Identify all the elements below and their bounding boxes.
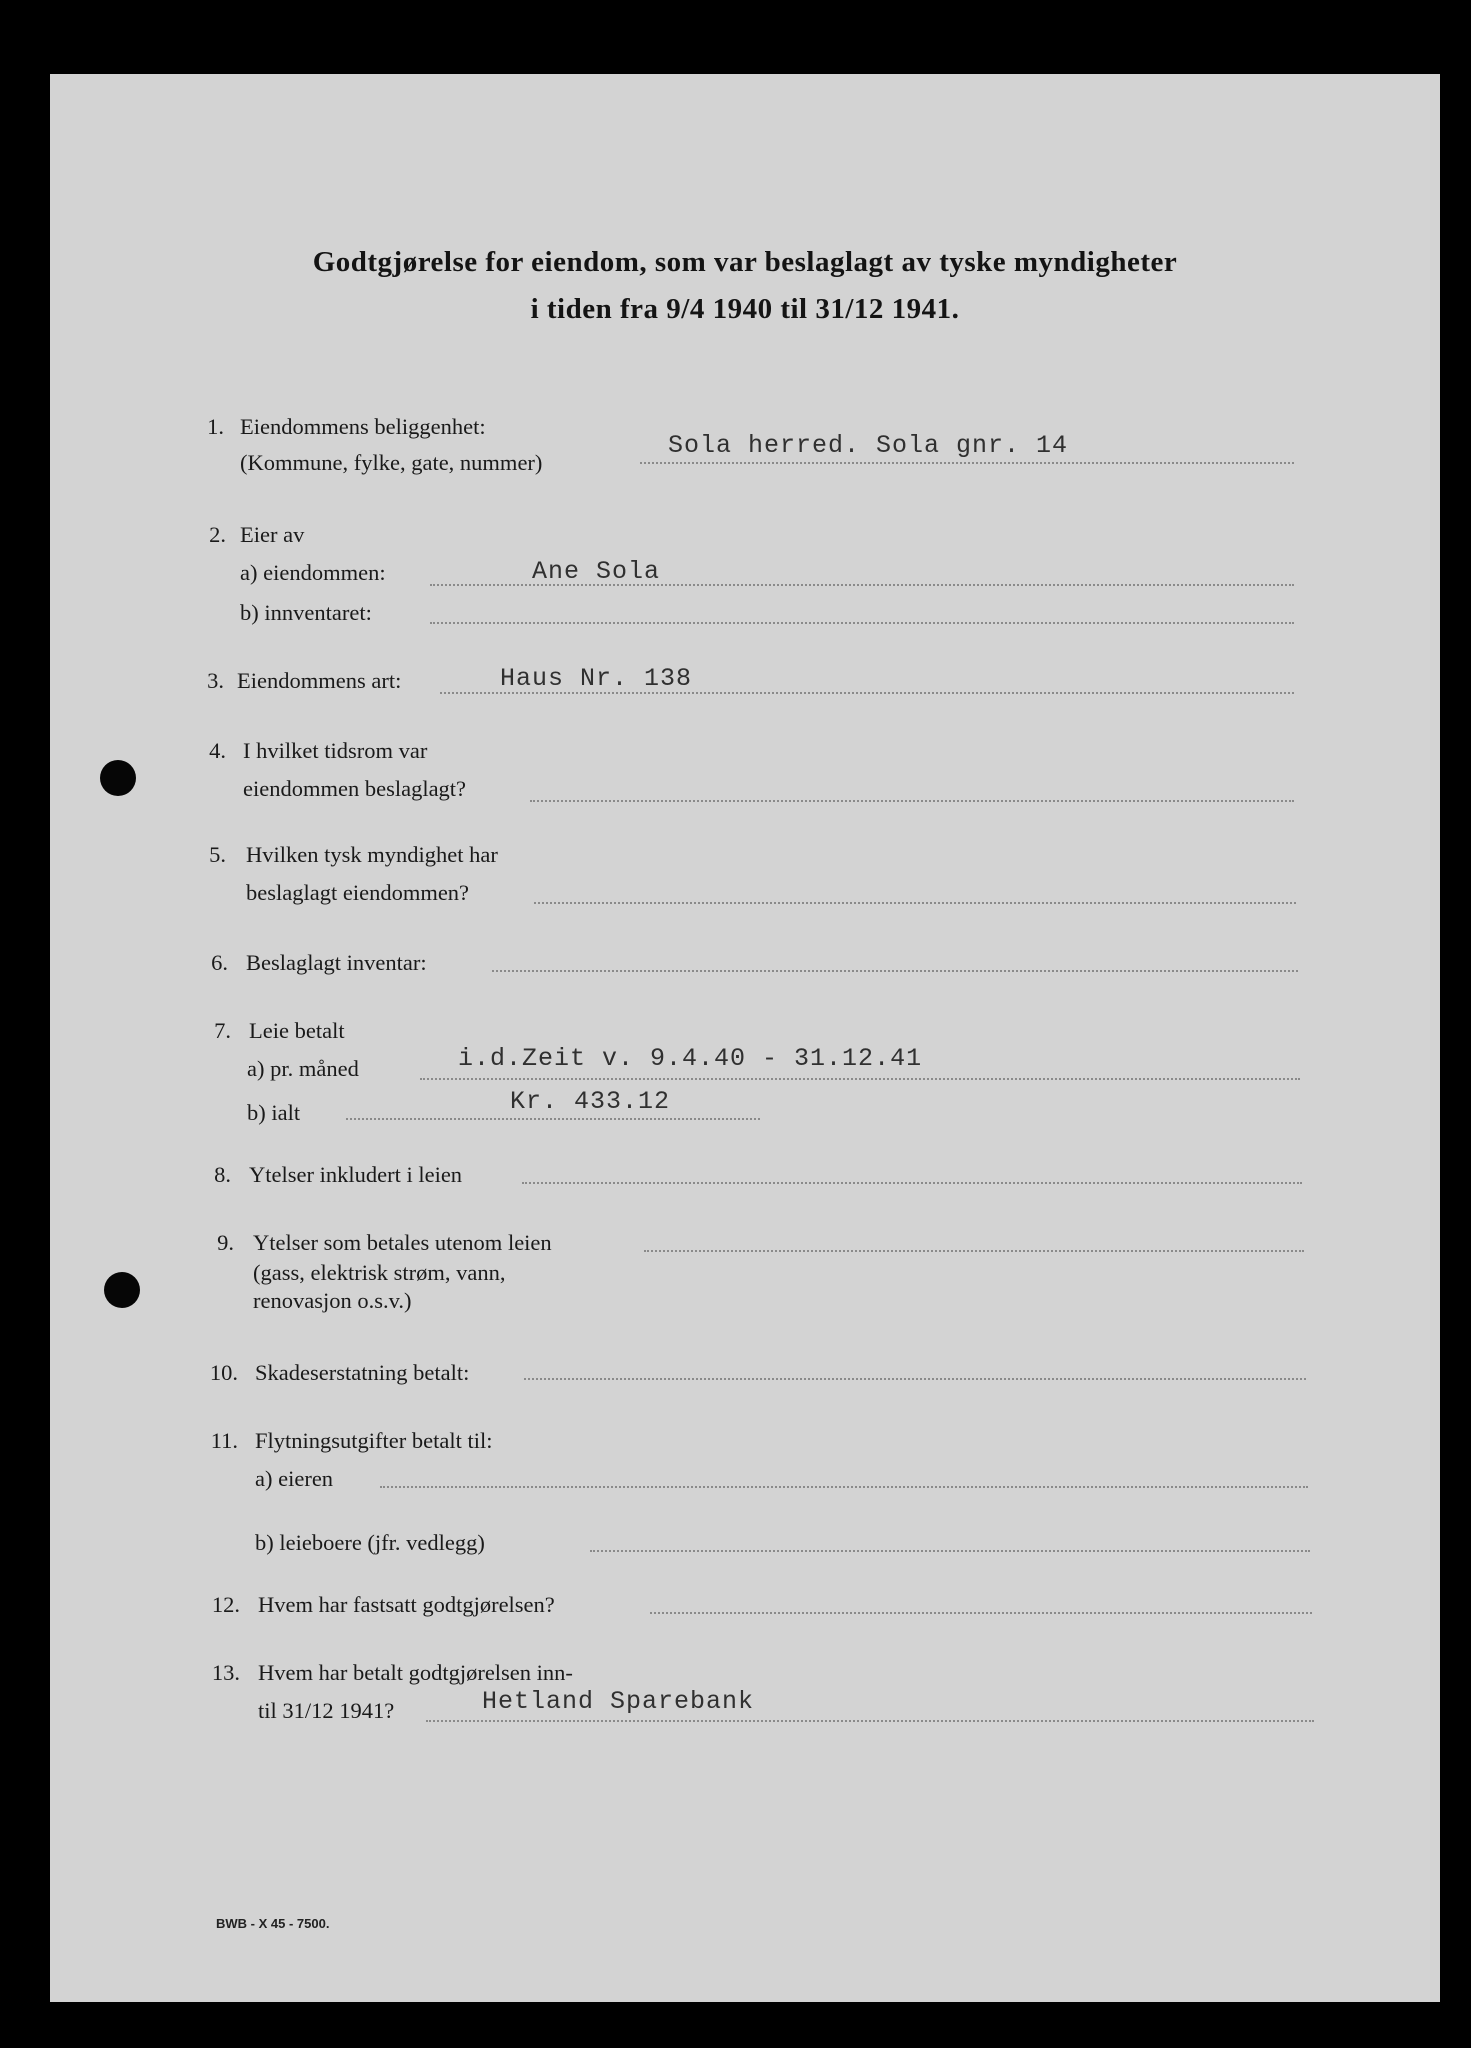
item-3-label: Eiendommens art: — [237, 668, 402, 693]
item-8-line — [522, 1182, 1302, 1184]
item-13-value: Hetland Sparebank — [482, 1687, 755, 1716]
item-9-sublabel: (gass, elektrisk strøm, vann, — [253, 1260, 506, 1285]
item-number: 13. — [211, 1660, 240, 1685]
item-5-label: Hvilken tysk myndighet har — [246, 842, 498, 867]
item-2a-value: Ane Sola — [532, 557, 661, 586]
punch-hole — [104, 1272, 140, 1308]
item-9-line — [644, 1250, 1304, 1252]
item-12-label: Hvem har fastsatt godtgjørelsen? — [258, 1592, 555, 1617]
punch-hole — [100, 760, 136, 796]
item-7a-line — [420, 1078, 1300, 1080]
item-11a-label: a) eieren — [255, 1466, 334, 1491]
item-10-line — [524, 1378, 1306, 1380]
item-5-sublabel: beslaglagt eiendommen? — [246, 880, 470, 905]
item-7b-label: b) ialt — [247, 1100, 301, 1125]
item-7b-line — [346, 1118, 760, 1120]
item-7a-value: i.d.Zeit v. 9.4.40 - 31.12.41 — [458, 1044, 923, 1073]
item-number: 8. — [214, 1162, 231, 1187]
item-number: 5. — [209, 842, 226, 867]
item-7-label: Leie betalt — [249, 1018, 345, 1043]
form-sheet — [50, 74, 1440, 2002]
item-4-sublabel: eiendommen beslaglagt? — [243, 776, 467, 801]
item-8-label: Ytelser inkludert i leien — [249, 1162, 463, 1187]
item-2b-line — [430, 622, 1294, 624]
item-11b-line — [590, 1550, 1310, 1552]
item-6-label: Beslaglagt inventar: — [246, 950, 427, 975]
item-9-sublabel: renovasjon o.s.v.) — [253, 1288, 412, 1313]
item-10-label: Skadeserstatning betalt: — [255, 1360, 470, 1385]
form-title — [50, 239, 1440, 333]
item-2b-label: b) innventaret: — [240, 600, 372, 625]
item-number: 11. — [210, 1428, 238, 1453]
item-4-label: I hvilket tidsrom var — [243, 738, 428, 763]
item-11-label: Flytningsutgifter betalt til: — [255, 1428, 493, 1453]
item-13-label: Hvem har betalt godtgjørelsen inn- — [258, 1660, 573, 1685]
item-3-value: Haus Nr. 138 — [500, 664, 693, 693]
item-5-line — [534, 902, 1296, 904]
item-6-line — [492, 970, 1298, 972]
item-1-sublabel: (Kommune, fylke, gate, nummer) — [240, 450, 543, 475]
title-line-1: Godtgjørelse for eiendom, som var beslaglagt av tyske myndigheter — [312, 246, 1178, 278]
item-13-line — [426, 1720, 1314, 1722]
item-number: 2. — [209, 522, 226, 547]
item-number: 12. — [211, 1592, 240, 1617]
item-number: 9. — [217, 1230, 234, 1255]
item-number: 6. — [211, 950, 228, 975]
item-1-line — [640, 462, 1294, 464]
print-code: BWB - X 45 - 7500. — [216, 1916, 330, 1931]
item-9-label: Ytelser som betales utenom leien — [253, 1230, 552, 1255]
item-2-label: Eier av — [240, 522, 305, 547]
item-number: 4. — [209, 738, 226, 763]
item-12-line — [650, 1612, 1312, 1614]
item-11a-line — [380, 1486, 1308, 1488]
item-1-label: Eiendommens beliggenhet: — [240, 414, 486, 439]
item-11b-label: b) leieboere (jfr. vedlegg) — [255, 1530, 485, 1555]
item-7a-label: a) pr. måned — [247, 1056, 359, 1081]
item-4-line — [530, 800, 1294, 802]
item-13-sublabel: til 31/12 1941? — [258, 1698, 395, 1723]
item-1-value: Sola herred. Sola gnr. 14 — [668, 431, 1069, 460]
item-number: 10. — [209, 1360, 238, 1385]
item-2a-label: a) eiendommen: — [240, 560, 386, 585]
item-number: 3. — [207, 668, 224, 693]
item-number: 7. — [214, 1018, 231, 1043]
title-line-2: i tiden fra 9/4 1940 til 31/12 1941. — [530, 293, 960, 325]
item-7b-value: Kr. 433.12 — [510, 1087, 671, 1116]
item-number: 1. — [207, 414, 224, 439]
